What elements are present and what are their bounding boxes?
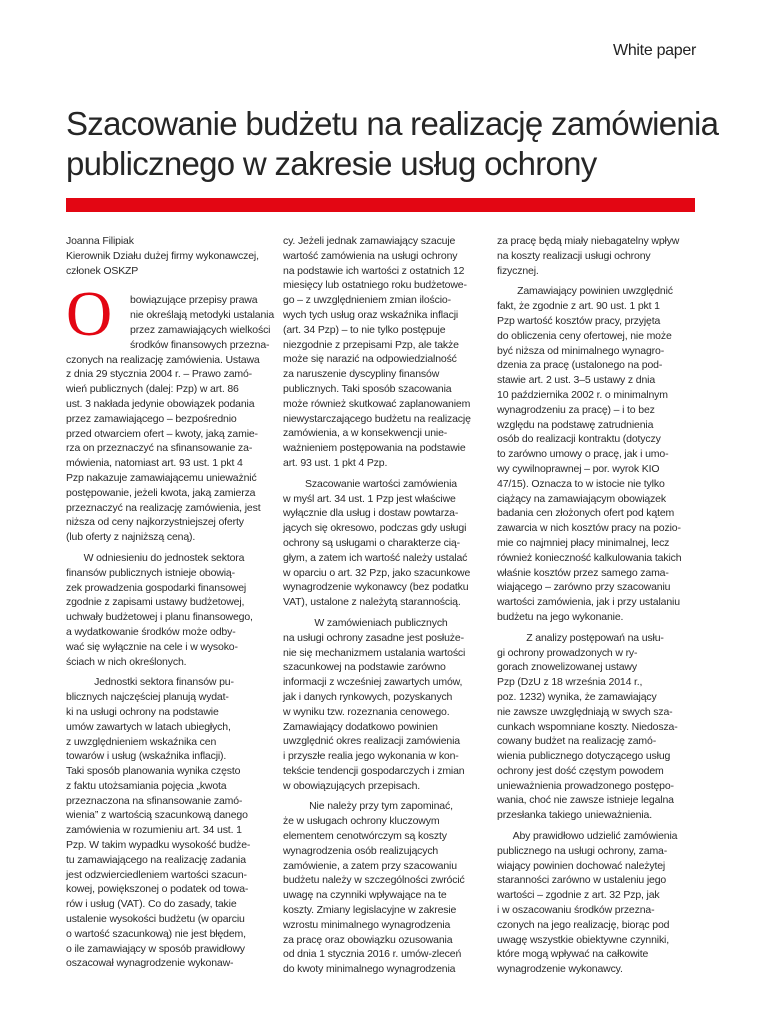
section-label: White paper [613,42,696,59]
text-line: blicznych najczęściej planują wydat- [66,691,229,704]
paragraph [497,284,693,624]
column-1 [66,234,275,977]
text-line: wych tych usług oraz wskaźnika inflacji [283,308,459,321]
text-line: niższa od ceny najkorzystniejszej oferty [66,516,244,529]
text-line: wzrostu minimalnego wynagrodzenia [283,918,451,931]
text-line: Aby prawidłowo udzielić zamówienia [512,830,678,843]
text-line: go – z uwzględnieniem zmian ilościo- [283,294,451,307]
text-line: badania cen złożonych ofert pod kątem [497,507,675,520]
text-line: dzenia za pracę (ustalonego na pod- [497,359,663,372]
text-line: mówienia, natomiast art. 93 ust. 1 pkt 4 [66,457,243,470]
text-line: (art. 34 Pzp) – to nie tylko postępuje [283,323,446,336]
text-line: publicznego na usługi ochrony, zama- [497,844,668,857]
text-line: unieważnienia prowadzonego postępo- [497,779,674,792]
text-line: przesłanka takiego unieważnienia. [497,809,652,822]
text-line: że w usługach ochrony kluczowym [283,815,440,828]
text-line: jących się okresowo, podczas gdy usługi [283,522,467,535]
paragraph [283,799,479,977]
author-name: Joanna Filipiak [66,235,134,247]
text-line: wyłącznie dla usług i dostaw powtarza- [283,507,459,520]
text-line: poz. 1232) wynika, że zamawiający [497,690,657,703]
text-line: wiający powinien dochować należytej [497,859,666,872]
title-line: Szacowanie budżetu na realizację zamówienia [66,105,719,142]
text-line: które mogą wpływać na całkowite [497,948,649,961]
text-line: wynagrodzeniu za pracę) – i to bez [497,403,655,416]
text-line: staranności zarówno w ustaleniu jego [497,874,667,887]
text-line: a wydatkowanie środków może odby- [66,625,236,638]
text-line: Pzp wartość kosztów pracy, przyjęta [497,314,661,327]
text-line: wy cywilnoprawnej – por. wyrok KIO [497,462,660,475]
text-line: fizycznej. [497,264,539,277]
intro-paragraph [66,278,275,545]
text-line: oszacował wynagrodzenie wykonaw- [66,957,234,970]
text-line: w wyniku tzw. rozeznania cenowego. [283,705,450,718]
paragraph [283,234,479,471]
text-line: za pracę będą miały niebagatelny wpływ [497,235,680,247]
text-line: miesięcy lub ostatniego roku budżetowe- [283,279,467,292]
text-line: postępowanie, jeżeli kwota, jaką zamierza [66,486,256,499]
text-line: o wartość szacunkową) nie jest błędem, [66,927,246,940]
text-line: publicznych. Taki sposób szacowania [283,382,452,395]
text-line: przez zamawiających wielkości [130,323,271,336]
text-line: uwzględnić okres realizacji zamówienia [283,735,460,748]
text-line: za pracę oraz obowiązku ozusowania [283,933,453,946]
text-line: wania, choć nie zawsze istnieje legalna [497,794,674,807]
text-line: ust. 3 nakłada jedynie obowiązek podania [66,397,255,410]
text-line: przez zamawiającego – bezpośrednio [66,412,237,425]
text-line: gorach znowelizowanej ustawy [497,661,637,674]
text-line: jest odzwierciedleniem wartości szacun- [66,868,247,881]
text-line: stawie art. 2 ust. 3–5 ustawy z dnia [497,374,656,387]
text-line: w obowiązujących przepisach. [283,779,421,792]
text-line: nie zawsze uwzględniają w swych sza- [497,705,673,718]
text-line: również konieczność kalkulowania takich [497,551,682,564]
text-line: zgodnie z zapisami ustawy budżetowej, [66,596,245,609]
text-line: W zamówieniach publicznych [314,616,448,629]
text-line: wartość zamówienia na usługi ochrony [283,249,458,262]
text-line: koszty. Zmiany legislacyjne w zakresie [283,904,457,917]
text-line: fakt, że zgodnie z art. 90 ust. 1 pkt 1 [497,300,660,313]
text-line: na usługi ochrony zasadne jest posłuże- [283,631,464,644]
text-line: wiającego – zarówno przy szacowaniu [497,581,671,594]
drop-cap: O [66,278,113,350]
text-line: budżetu należy w szczególności zwrócić [283,874,465,887]
text-line: nie określają metodyki ustalania [130,309,275,322]
text-line: cowany budżet na realizację zamó- [497,735,657,748]
text-line: Jednostki sektora finansów pu- [94,676,234,689]
text-line: budżetu na jego wykonanie. [497,610,624,623]
text-line: uchwały budżetowej i planu finansowego, [66,611,253,624]
text-line: Zamawiający powinien uwzględnić [517,285,673,298]
text-line: osób do realizacji kontraktu (dotyczy [497,433,661,446]
text-line: nie się mechanizmem ustalania wartości [283,646,466,659]
text-line: 47/15). Oznacza to w istocie nie tylko [497,477,665,490]
text-line: z uwzględnieniem wskaźnika cen [66,735,217,748]
text-line: ochrony jest dość częstym powodem [497,764,664,777]
text-line: być niższa od minimalnego wynagro- [497,344,665,357]
text-line: od dnia 1 stycznia 2016 r. umów-zleceń [283,948,462,961]
text-line: finansów publicznych istnieje obowią- [66,566,235,579]
article-title [66,104,719,184]
text-line: głym, a zatem ich wartość należy ustalać [283,551,468,564]
text-line: czonych na jego realizację, biorąc pod [497,918,670,931]
text-line: na podstawie ich wartości z ostatnich 12 [283,264,465,277]
text-line: ważnieniem postępowania na podstawie [283,442,466,455]
author-role [66,249,262,279]
text-line: i w oszacowaniu środków przezna- [497,904,655,917]
text-line: ciążący na zamawiającym obowiązek [497,492,666,505]
text-line: bowiązujące przepisy prawa [130,294,258,307]
text-line: (lub oferty z najniższą ceną). [66,531,196,544]
paragraph [66,675,262,971]
text-line: elementem cenotwórczym są koszty [283,830,447,843]
text-line: jak i danych rynkowych, pozyskanych [283,690,453,703]
text-line: zawarcia w nich kosztów pracy na pozio- [497,522,681,535]
text-line: w myśl art. 34 ust. 1 Pzp jest właściwe [283,492,456,505]
text-line: umów zawartych w latach ubiegłych, [66,720,231,733]
column-3 [497,234,693,983]
author-role-line: członek OSKZP [66,264,139,277]
text-line: W odniesieniu do jednostek sektora [83,551,245,564]
text-line: niezgodnie z przepisami Pzp, ale także [283,338,459,351]
paragraph [283,616,479,794]
text-line: Pzp (DzU z 18 września 2014 r., [497,676,643,689]
text-line: Z analizy postępowań na usłu- [526,631,664,644]
accent-bar [66,198,695,212]
text-line: za naruszenie dyscypliny finansów [283,368,440,381]
text-line: towarów i usług (wskaźnika inflacji). [66,750,227,763]
text-line: to zarówno umowy o pracę, jak i umo- [497,448,669,461]
text-line: czonych na realizację zamówienia. Ustawa [66,353,260,366]
text-line: niewystarczającego budżetu na realizację [283,412,471,425]
text-line: mie co najmniej płacy minimalnej, lecz [497,536,670,549]
text-line: art. 93 ust. 1 pkt 4 Pzp. [283,456,388,469]
text-line: Zamawiający dodatkowo powinien [283,720,438,733]
title-line: publicznego w zakresie usług ochrony [66,145,597,182]
text-line: może się narazić na odpowiedzialność [283,353,457,366]
text-line: może również skutkować zaplanowaniem [283,397,471,410]
paragraph [66,551,262,669]
text-line: Pzp nakazuje zamawiającemu unieważnić [66,471,257,484]
text-line: zek prowadzenia gospodarki finansowej [66,581,247,594]
text-line: względu na podstawę zatrudnienia [497,418,654,431]
text-line: szacunkowej na podstawie zarówno [283,661,446,674]
text-line: zamówienia, a w konsekwencji unie- [283,427,448,440]
text-line: Pzp. W takim wypadku wysokość budże- [66,839,251,852]
text-line: rów i usług (VAT). Co do zasady, takie [66,898,237,911]
text-line: informacji z wcześniej zawartych umów, [283,676,463,689]
text-line: zamówienia w rozumieniu art. 34 ust. 1 [66,824,242,837]
text-line: wartości zamówienia, jak i przy ustalaniu [497,596,680,609]
text-line: do kwoty minimalnego wynagrodzenia [283,963,456,976]
text-line: wynagrodzenie wykonawcy (bez podatku [283,581,469,594]
text-line: i przyszłe realia jego wykonania w kon- [283,750,459,763]
text-line: środków finansowych przezna- [130,338,270,351]
text-line: Szacowanie wartości zamówienia [305,477,457,490]
text-line: ustalenie wysokości budżetu (w oparciu [66,913,245,926]
text-line: rza on przeznaczyć na sfinansowanie za- [66,442,253,455]
text-line: VAT), ustalone z należytą starannością. [283,596,461,609]
paragraph [497,234,693,278]
text-line: wynagrodzenie wykonawcy. [497,963,623,976]
text-line: gi ochrony prowadzonych w ry- [497,646,638,659]
column-2 [283,234,479,983]
text-line: w oparciu o art. 32 Pzp, jako szacunkowe [283,566,471,579]
text-line: wienia” z wartością szacunkową danego [66,809,248,822]
text-line: ki na usługi ochrony na podstawie [66,705,219,718]
text-line: kowej, powiększonej o podatek od towa- [66,883,249,896]
author-role-line: Kierownik Działu dużej firmy wykonawczej, [66,249,259,262]
text-line: tu zamawiającego na realizację zadania [66,853,246,866]
paragraph [497,631,693,823]
text-line: przed otwarciem ofert – kwoty, jaką zamie- [66,427,258,440]
text-line: przeznaczona na sfinansowanie zamó- [66,794,243,807]
text-line: Nie należy przy tym zapominać, [309,800,453,813]
text-line: na koszty realizacji usługi ochrony [497,249,651,262]
text-line: 10 października 2002 r. o minimalnym [497,388,668,401]
text-line: wać się wyłącznie na cele i w wysoko- [66,640,238,653]
text-line: wynagrodzenia osób realizujących [283,844,439,857]
text-line: do obliczenia ceny ofertowej, nie może [497,329,672,342]
text-line: uwagę wszystkie obiektywne czynniki, [497,933,670,946]
text-line: wienia publicznego dotyczącego usług [497,750,671,763]
text-line: z faktu utożsamiania pojęcia „kwota [66,779,227,792]
text-line: Taki sposób planowania wynika często [66,765,241,778]
paragraph [497,829,693,977]
text-line: ściach w nich określonych. [66,655,187,668]
text-line: cunkach wspomniane koszty. Niedosza- [497,720,678,733]
paragraph [283,477,479,610]
text-line: właśnie kosztów przez samego zama- [497,566,669,579]
text-line: cy. Jeżeli jednak zamawiający szacuje [283,235,456,247]
text-line: wień publicznych (dalej: Pzp) w art. 86 [66,383,239,396]
text-line: zamówienie, a zatem przy szacowaniu [283,859,457,872]
text-line: o ile zamawiający w sposób prawidłowy [66,942,245,955]
text-line: z dnia 29 stycznia 2004 r. – Prawo zamó- [66,368,253,381]
text-line: tekście tendencji gospodarczych i zmian [283,764,465,777]
text-line: ochrony są usługami o charakterze cią- [283,536,460,549]
text-line: przeznaczyć na realizację zamówienia, jest [66,501,261,514]
text-line: uwagę na czynniki wpływające na te [283,889,447,902]
text-line: wartości – zgodnie z art. 32 Pzp, jak [497,889,660,902]
